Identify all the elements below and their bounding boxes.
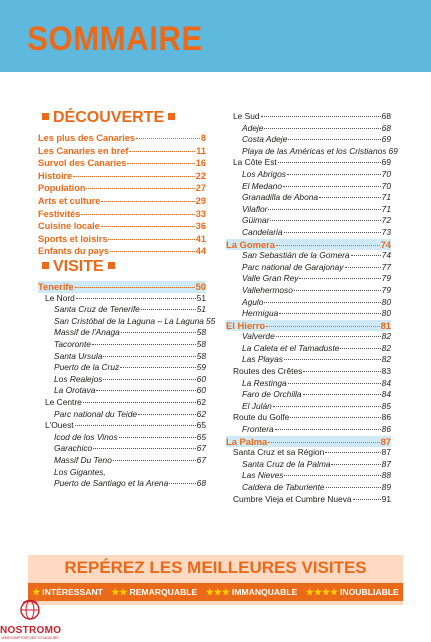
toc-entry[interactable] (226, 308, 391, 320)
toc-entry[interactable] (38, 208, 206, 221)
visite-column-left (38, 258, 216, 490)
toc-entry-label: Vallehermoso (242, 284, 293, 295)
square-bullet-icon (42, 262, 49, 269)
toc-entry-page: 29 (195, 195, 206, 206)
toc-entry-label: Costa Adeje (242, 134, 288, 145)
toc-entry[interactable] (226, 169, 391, 181)
section-heading-visite: VISITE (38, 258, 206, 276)
toc-entry-label: Massif de l'Anaga (54, 327, 120, 338)
dot-leader (169, 483, 195, 484)
toc-entry[interactable] (38, 385, 206, 397)
toc-entry-page: 91 (381, 493, 391, 504)
toc-entry[interactable] (38, 304, 206, 316)
toc-entry[interactable] (38, 362, 206, 374)
toc-entry-label: Los Realejos (54, 373, 103, 384)
toc-entry-label: Caldera de Taburiente (242, 482, 325, 492)
dot-leader (279, 313, 380, 314)
toc-entry[interactable] (226, 366, 391, 378)
toc-entry-page: 70 (381, 180, 391, 191)
toc-entry-label: Tenerife (38, 281, 74, 292)
toc-entry-page: 82 (381, 342, 391, 353)
toc-entry-page: 89 (381, 482, 391, 492)
toc-entry-page: 83 (381, 366, 391, 377)
toc-entry-label: Population (38, 183, 86, 194)
dot-leader (261, 116, 381, 117)
toc-entry-page: 84 (381, 389, 391, 400)
toc-entry[interactable] (226, 331, 391, 343)
legend-item (111, 587, 197, 598)
toc-entry[interactable] (38, 220, 206, 233)
toc-entry[interactable] (38, 409, 206, 421)
toc-entry[interactable] (38, 132, 206, 145)
toc-entry-page: 85 (381, 400, 391, 411)
toc-entry-label: El Hierro (226, 319, 266, 331)
toc-entry-label: La Gomera (226, 238, 275, 250)
toc-entry[interactable] (38, 339, 206, 351)
toc-entry-page: 84 (381, 377, 391, 388)
toc-entry-page: 58 (196, 327, 206, 338)
dot-leader (273, 406, 381, 407)
dot-leader (108, 239, 194, 240)
toc-entry-page: 82 (381, 331, 391, 342)
star-icon: ★★ (111, 586, 128, 597)
toc-entry-page: 71 (381, 203, 391, 214)
toc-entry-label: Route du Golfe (233, 412, 290, 423)
toc-entry[interactable] (226, 157, 391, 169)
toc-entry[interactable] (226, 111, 391, 123)
dot-leader (113, 460, 196, 461)
toc-entry-label: Le Sud (233, 111, 260, 121)
dot-leader (141, 309, 196, 310)
toc-entry[interactable] (38, 281, 206, 293)
toc-entry-label: Los Abrigos (242, 168, 286, 179)
toc-entry-label: L'Ouest (45, 420, 74, 431)
toc-entry-label: Parc national de Garajonay (242, 261, 344, 272)
dot-leader (75, 287, 195, 288)
toc-entry-label: Adeje (242, 122, 264, 133)
toc-entry-page: 69 (381, 157, 391, 168)
legend-item (306, 587, 399, 598)
toc-entry[interactable] (226, 470, 391, 482)
page-title: SOMMAIRE (27, 20, 203, 58)
toc-entry[interactable] (38, 443, 206, 455)
logo-tagline: WEB COMPTOIR DES VOYAGEURS (1, 636, 59, 640)
legend-banner: REPÉREZ LES MEILLEURES VISITES (64, 558, 367, 577)
square-bullet-icon (168, 113, 175, 120)
toc-entry-label: Las Nieves (242, 470, 284, 481)
toc-entry[interactable] (38, 157, 206, 170)
toc-entry-page: 88 (381, 470, 391, 481)
toc-entry-label: El Julán (242, 400, 272, 411)
toc-entry-page: 79 (381, 273, 391, 284)
toc-entry-page: 87 (380, 435, 391, 447)
toc-entry[interactable] (38, 374, 206, 386)
legend-item (32, 587, 103, 598)
toc-entry-label: Parc national du Teide (54, 408, 138, 419)
dot-leader (121, 332, 196, 333)
toc-entry-page: 68 (381, 111, 391, 121)
toc-entry-page: 68 (196, 478, 206, 489)
dot-leader (351, 255, 381, 256)
toc-entry-label: Icod de los Vinos (54, 431, 118, 442)
dot-leader (299, 278, 380, 279)
toc-entry-page: 55 (205, 315, 216, 326)
toc-entry[interactable] (226, 389, 391, 401)
dot-leader (103, 356, 195, 357)
dot-leader (275, 429, 381, 430)
dot-leader (284, 359, 381, 360)
toc-entry[interactable] (226, 494, 391, 506)
toc-entry-label: Routes des Crêtes (233, 366, 303, 377)
toc-entry-label: Santa Ursula (54, 350, 103, 361)
toc-entry-page: 87 (381, 447, 391, 458)
toc-entry-label: Sports et loisirs (38, 233, 108, 244)
toc-entry[interactable] (38, 170, 206, 183)
dot-leader (326, 487, 381, 488)
toc-entry-label: Survol des Canaries (38, 158, 127, 169)
toc-entry-label: Faro de Orchilla (242, 389, 302, 400)
toc-entry-label: Valverde (242, 331, 275, 342)
dot-leader (103, 379, 195, 380)
dot-leader (101, 226, 195, 227)
toc-entry-label: Playa de las Américas et los Cristianos (242, 145, 387, 156)
toc-entry-page: 81 (380, 319, 391, 331)
toc-entry-label: Vilaflor (242, 203, 268, 214)
toc-entry-page: 82 (381, 354, 391, 365)
toc-entry-page: 58 (196, 350, 206, 361)
toc-entry-label: Güimar (242, 215, 270, 226)
globe-icon (17, 598, 43, 620)
toc-entry-label: Santa Cruz de Tenerife (54, 304, 140, 315)
dot-leader (81, 214, 194, 215)
toc-entry[interactable] (38, 397, 206, 409)
toc-entry-label: Agulo (242, 296, 264, 307)
dot-leader (93, 448, 196, 449)
dot-leader (264, 128, 380, 129)
toc-entry-page: 74 (381, 250, 391, 261)
toc-entry-label: Los Gigantes, (54, 466, 106, 477)
toc-entry-page: 36 (195, 221, 206, 232)
dot-leader (284, 232, 381, 233)
toc-entry-page: 65 (196, 431, 206, 442)
visite-list-right (226, 111, 398, 505)
toc-entry[interactable] (226, 227, 391, 239)
dot-leader (127, 163, 194, 164)
toc-entry[interactable] (226, 354, 391, 366)
toc-entry-label: El Medano (242, 180, 283, 191)
toc-entry-page: 77 (381, 261, 391, 272)
toc-entry-page: 69 (388, 145, 398, 156)
toc-entry-page: 67 (196, 454, 206, 465)
toc-entry[interactable] (226, 320, 391, 332)
toc-entry-page: 33 (195, 208, 206, 219)
toc-entry-page: 74 (380, 238, 391, 250)
toc-entry-page: 11 (196, 145, 206, 156)
toc-entry[interactable] (226, 378, 391, 390)
dot-leader (138, 414, 196, 415)
toc-entry[interactable] (226, 297, 391, 309)
toc-entry-label: Valle Gran Rey (242, 273, 299, 284)
toc-entry[interactable] (226, 262, 391, 274)
dot-leader (101, 201, 194, 202)
toc-entry[interactable] (226, 412, 391, 424)
toc-entry[interactable] (38, 467, 206, 479)
toc-entry[interactable] (38, 182, 206, 195)
toc-entry-label: Tacoronte (54, 338, 91, 349)
toc-entry-label: Santa Cruz et sa Région (233, 447, 325, 458)
toc-entry-page: 73 (381, 226, 391, 237)
toc-entry-label: La Côte Est (233, 157, 277, 168)
legend-item (206, 587, 298, 598)
toc-entry-page: 59 (196, 362, 206, 373)
dot-leader (283, 186, 381, 187)
dot-leader (120, 367, 195, 368)
toc-entry-page: 80 (381, 308, 391, 319)
visite-list-left (38, 281, 216, 490)
toc-entry[interactable] (226, 273, 391, 285)
section-heading-decouverte: DÉCOUVERTE (38, 109, 206, 127)
toc-entry-page: 68 (381, 122, 391, 133)
toc-entry[interactable] (38, 195, 206, 208)
dot-leader (340, 348, 380, 349)
dot-leader (303, 371, 380, 372)
toc-entry[interactable] (226, 239, 391, 251)
dot-leader (353, 499, 381, 500)
dot-leader (92, 344, 196, 345)
toc-entry[interactable] (38, 351, 206, 363)
toc-entry-label: La Palma (226, 435, 268, 447)
toc-entry-page: 44 (195, 246, 206, 257)
toc-entry-page: 80 (381, 296, 391, 307)
toc-entry-label: La Restinga (242, 377, 287, 388)
legend-label: INTÉRESSANT (42, 586, 103, 597)
toc-entry[interactable] (38, 420, 206, 432)
toc-entry-label: La Caleta et el Tamaduste (242, 342, 340, 353)
dot-leader (136, 138, 200, 139)
dot-leader (288, 139, 380, 140)
toc-entry[interactable] (226, 181, 391, 193)
toc-entry-label: Enfants du pays (38, 246, 109, 257)
toc-entry[interactable] (38, 432, 206, 444)
toc-entry[interactable] (226, 447, 391, 459)
toc-entry-label: Las Playas (242, 354, 283, 365)
toc-entry[interactable] (226, 482, 391, 494)
dot-leader (270, 220, 380, 221)
toc-entry-page: 65 (196, 420, 206, 431)
dot-leader (319, 197, 381, 198)
toc-entry-page: 50 (195, 281, 206, 292)
toc-entry-label: Candelaria (242, 226, 283, 237)
toc-entry-label: Puerto de Santiago et la Arena (54, 478, 169, 489)
dot-leader (129, 151, 195, 152)
toc-entry-label: Granadilla de Abona (242, 192, 319, 203)
toc-entry[interactable] (226, 192, 391, 204)
toc-entry-label: Les Canaries en bref (38, 145, 129, 156)
dot-leader (268, 442, 379, 443)
toc-entry-page: 70 (381, 168, 391, 179)
toc-entry[interactable] (226, 285, 391, 297)
toc-entry-label: Les plus des Canaries (38, 133, 136, 143)
star-icon: ★ (32, 586, 41, 597)
toc-entry[interactable] (38, 327, 206, 339)
toc-entry[interactable] (226, 134, 391, 146)
decouverte-column (38, 109, 206, 258)
toc-entry-label: Cumbre Vieja et Cumbre Nueva (233, 493, 352, 504)
star-icon: ★★★★ (305, 586, 339, 597)
dot-leader (303, 394, 381, 395)
dot-leader (294, 290, 381, 291)
toc-entry-page: 72 (381, 215, 391, 226)
star-icon: ★★★ (205, 586, 230, 597)
toc-entry-label: Festivités (38, 208, 81, 219)
dot-leader (119, 437, 196, 438)
toc-entry-label: Histoire (38, 170, 73, 181)
toc-entry-page: 51 (196, 304, 206, 315)
toc-entry[interactable] (38, 245, 206, 258)
dot-leader (73, 176, 195, 177)
dot-leader (325, 452, 380, 453)
toc-entry-page: 71 (381, 192, 391, 203)
dot-leader (96, 390, 195, 391)
dot-leader (276, 245, 380, 246)
toc-entry-page: 67 (196, 443, 206, 454)
toc-entry-label: Le Centre (45, 396, 82, 407)
toc-entry-page: 22 (195, 170, 206, 181)
toc-entry[interactable] (38, 315, 216, 328)
toc-entry-page: 60 (196, 373, 206, 384)
toc-entry-page: 41 (195, 233, 206, 244)
toc-entry-label: Massif Du Teno (54, 454, 112, 465)
dot-leader (268, 209, 380, 210)
square-bullet-icon (42, 113, 49, 120)
toc-entry-page: 79 (381, 284, 391, 295)
dot-leader (83, 402, 196, 403)
toc-entry[interactable] (38, 455, 206, 467)
square-bullet-icon (108, 262, 115, 269)
visite-column-right (226, 111, 398, 505)
toc-entry[interactable] (226, 424, 391, 436)
dot-leader (86, 188, 194, 189)
publisher-logo (0, 598, 60, 642)
toc-entry[interactable] (38, 293, 206, 305)
dot-leader (75, 425, 196, 426)
toc-entry-label: Garachico (54, 443, 93, 454)
toc-entry-page: 62 (196, 396, 206, 407)
dot-leader (331, 464, 380, 465)
toc-entry-page: 27 (195, 183, 206, 194)
toc-entry-label: Cuisine locale (38, 221, 100, 232)
legend-label: INOUBLIABLE (340, 586, 399, 597)
dot-leader (284, 475, 380, 476)
toc-entry[interactable] (226, 145, 398, 158)
toc-entry-label: Arts et culture (38, 195, 101, 206)
toc-entry-label: Le Nord (45, 292, 75, 303)
toc-entry[interactable] (38, 145, 206, 158)
toc-entry-page: 86 (381, 424, 391, 435)
toc-entry-page: 16 (195, 158, 206, 169)
toc-entry[interactable] (226, 215, 391, 227)
legend-label: REMARQUABLE (129, 586, 198, 597)
toc-entry[interactable] (226, 204, 391, 216)
toc-entry-label: San Cristóbal de la Laguna – La Laguna (54, 315, 204, 326)
toc-entry-label: San Sebastián de la Gomera (242, 250, 350, 261)
toc-entry-label: Hermigua (242, 308, 279, 319)
toc-entry-label: Santa Cruz de la Palma (242, 458, 331, 469)
toc-entry[interactable] (226, 123, 391, 135)
dot-leader (76, 298, 196, 299)
toc-entry[interactable] (38, 233, 206, 246)
decouverte-list (38, 132, 206, 258)
toc-entry-label: Puerto de la Cruz (54, 362, 120, 373)
toc-entry[interactable] (226, 459, 391, 471)
dot-leader (278, 162, 381, 163)
logo-name: NOSTROMO (0, 625, 62, 636)
toc-entry-page: 8 (200, 133, 206, 143)
toc-entry[interactable] (226, 436, 391, 448)
dot-leader (287, 174, 381, 175)
toc-entry-page: 87 (381, 458, 391, 469)
toc-entry-page: 62 (196, 408, 206, 419)
toc-entry-label: Frontera (242, 424, 274, 435)
dot-leader (266, 326, 379, 327)
dot-leader (345, 267, 381, 268)
toc-entry[interactable] (38, 478, 206, 490)
toc-entry-page: 58 (196, 338, 206, 349)
toc-entry[interactable] (226, 343, 391, 355)
toc-entry-label: La Orotava (54, 385, 96, 396)
toc-entry-page: 69 (381, 134, 391, 145)
toc-entry-page: 60 (196, 385, 206, 396)
toc-entry-page: 86 (381, 412, 391, 423)
toc-entry-page: 51 (196, 292, 206, 303)
legend-label: IMMANQUABLE (231, 586, 298, 597)
toc-entry[interactable] (226, 401, 391, 413)
dot-leader (110, 251, 195, 252)
dot-leader (288, 383, 381, 384)
dot-leader (276, 336, 381, 337)
dot-leader (290, 417, 380, 418)
dot-leader (264, 302, 380, 303)
star-legend (28, 583, 403, 601)
toc-entry[interactable] (226, 250, 391, 262)
